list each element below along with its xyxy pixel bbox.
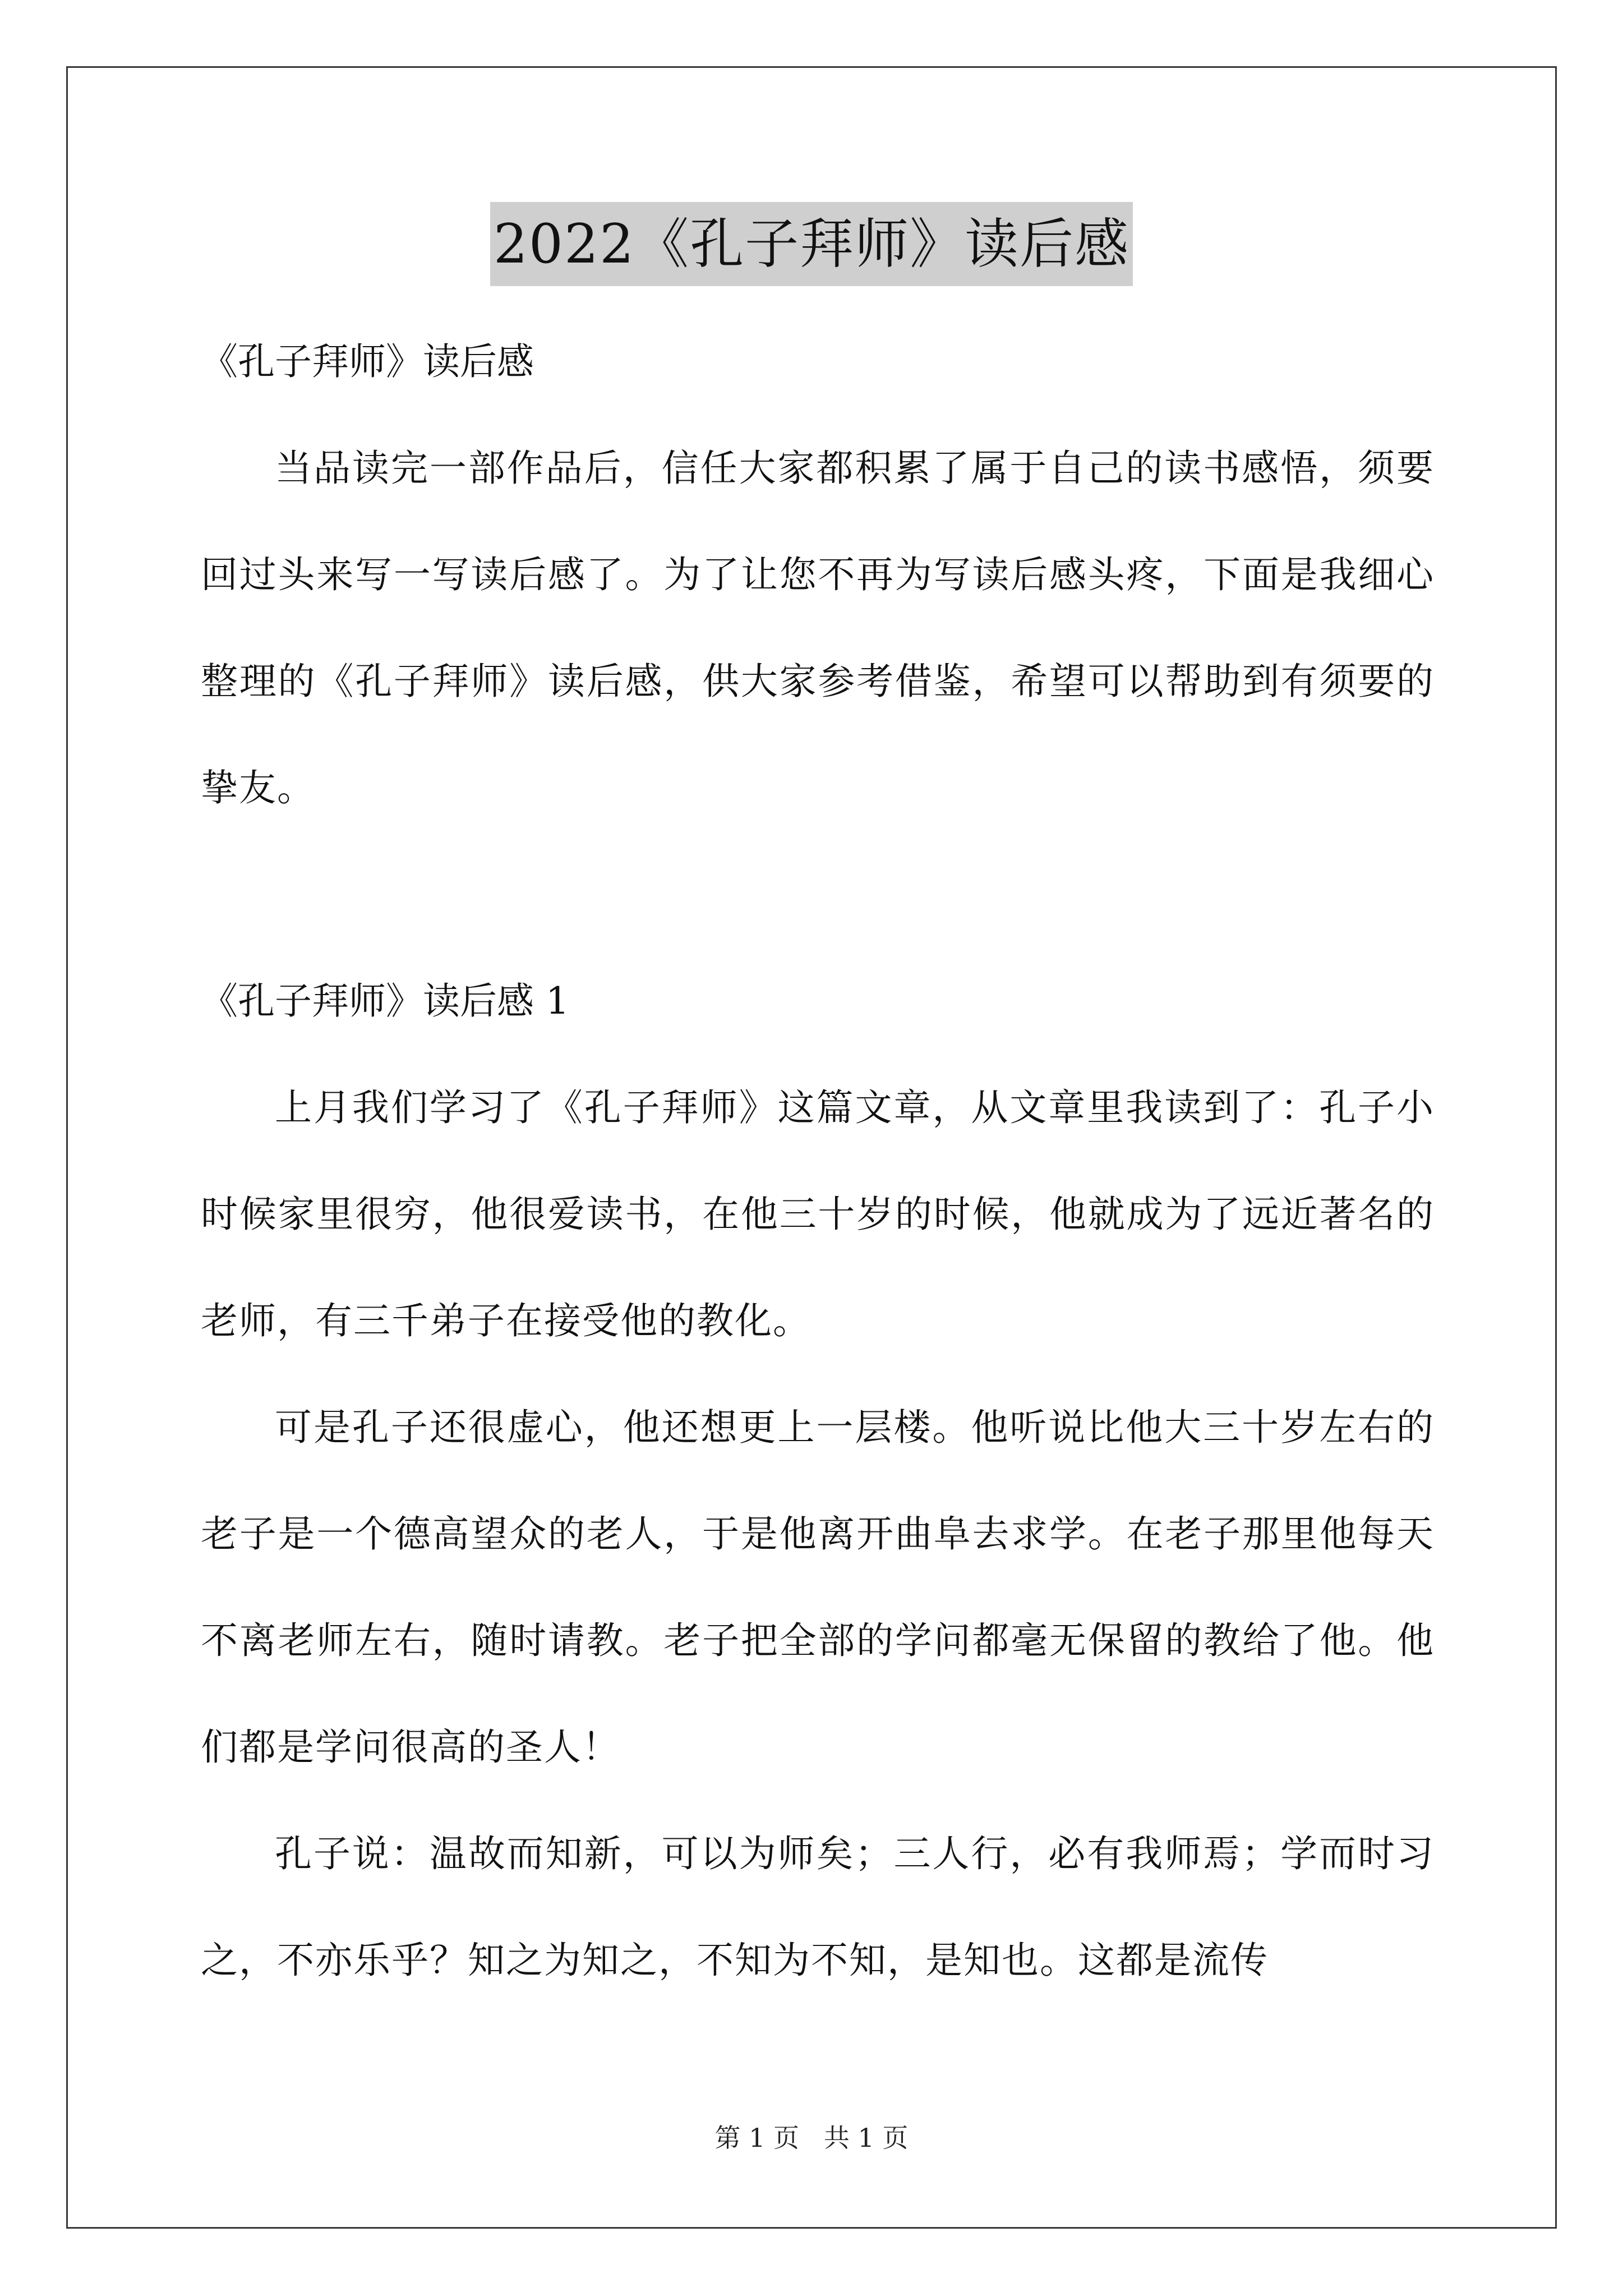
section-gap bbox=[201, 841, 1435, 948]
title-container bbox=[0, 202, 1623, 286]
page-footer: 第 1 页 共 1 页 bbox=[714, 2123, 909, 2153]
intro-heading: 《孔子拜师》读后感 bbox=[201, 340, 534, 383]
document-title: 2022《孔子拜师》读后感 bbox=[490, 202, 1133, 286]
section1-paragraph: 孔子说：温故而知新，可以为师矣；三人行，必有我师焉；学而时习之，不亦乐乎？知之为知之，不知为不知，是知也。这都是流传 bbox=[201, 1832, 1435, 1982]
document-body bbox=[201, 309, 1435, 2014]
section1-paragraph: 可是孔子还很虚心，他还想更上一层楼。他听说比他大三十岁左右的老子是一个德高望众的老人，于是他离开曲阜去求学。在老子那里他每天不离老师左右，随时请教。老子把全部的学问都毫无保留的教给了他。他们都是学问很高的圣人！ bbox=[201, 1406, 1435, 1769]
intro-paragraph: 当品读完一部作品后，信任大家都积累了属于自己的读书感悟，须要回过头来写一写读后感了。为了让您不再为写读后感头疼，下面是我细心整理的《孔子拜师》读后感，供大家参考借鉴，希望可以帮助到有须要的挚友。 bbox=[201, 447, 1435, 809]
section1-heading: 《孔子拜师》读后感 1 bbox=[201, 979, 569, 1023]
section1-paragraph: 上月我们学习了《孔子拜师》这篇文章，从文章里我读到了：孔子小时候家里很穷，他很爱读书，在他三十岁的时候，他就成为了远近著名的老师，有三千弟子在接受他的教化。 bbox=[201, 1086, 1435, 1342]
